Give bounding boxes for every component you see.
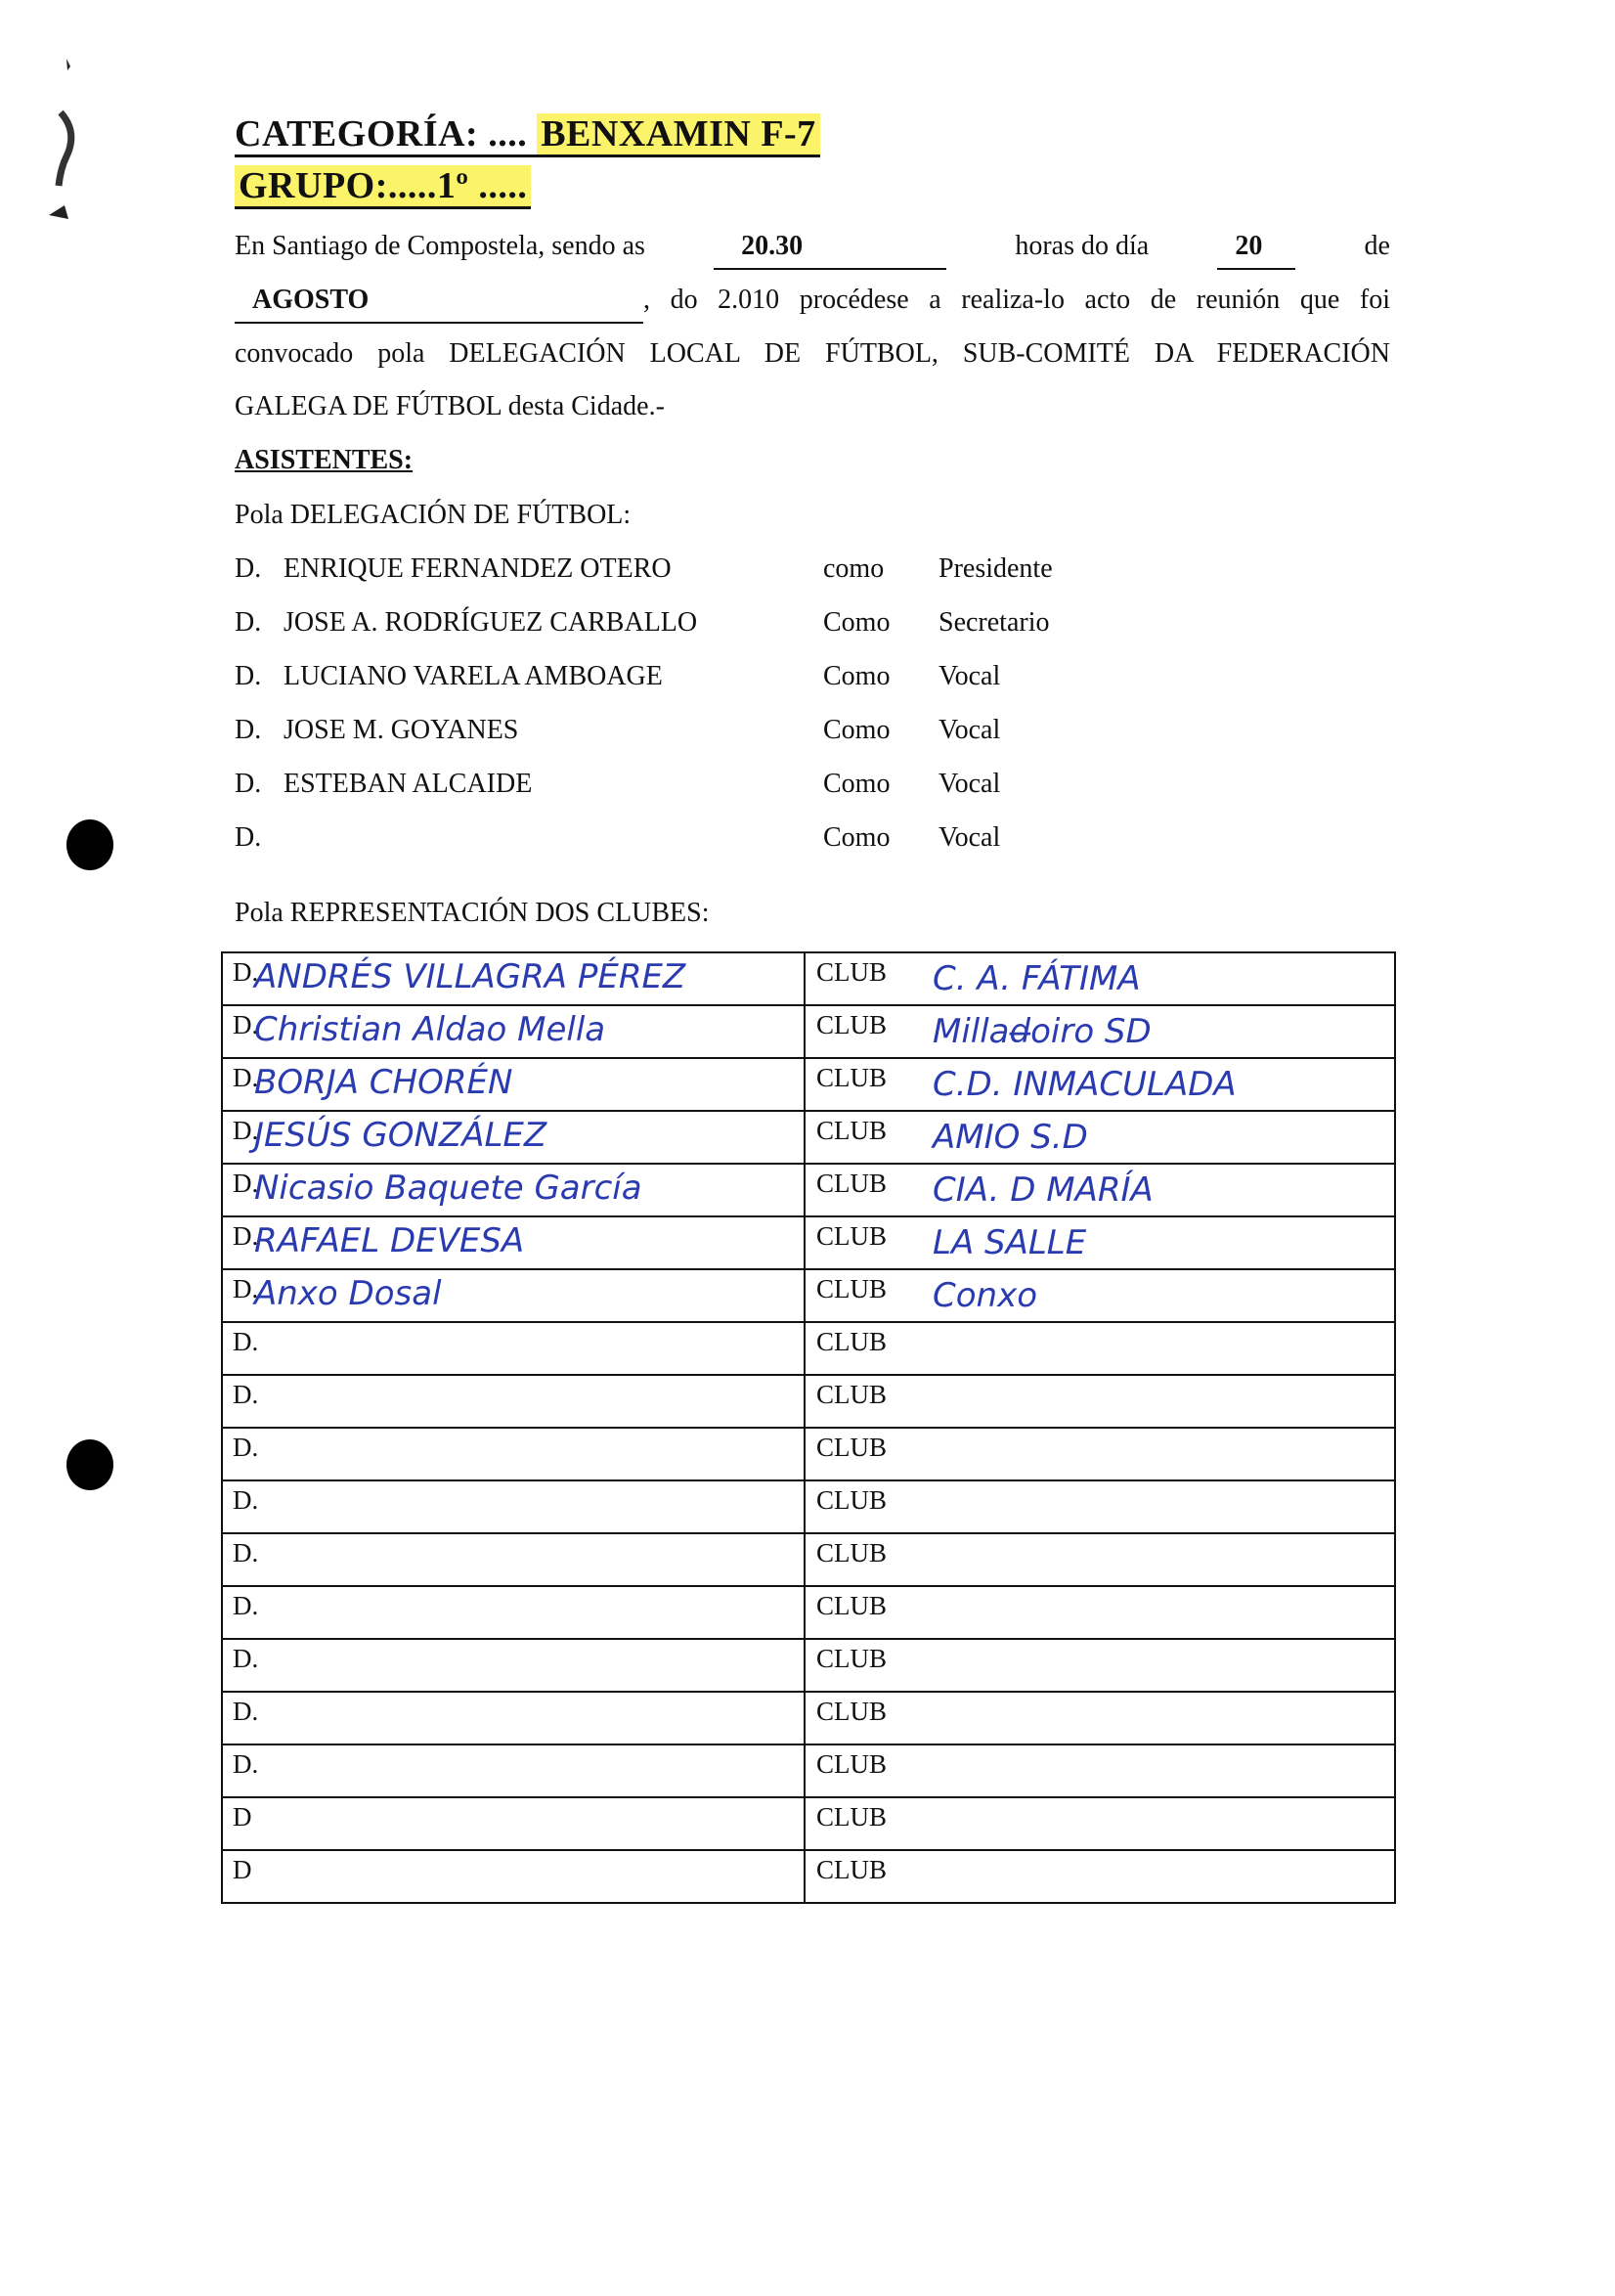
member-prefix: D. bbox=[235, 553, 262, 584]
grupo-line bbox=[235, 164, 531, 207]
club-cell bbox=[805, 952, 1395, 1005]
club-label: CLUB bbox=[816, 1010, 888, 1039]
club-row bbox=[222, 1586, 1395, 1639]
club-row bbox=[222, 952, 1395, 1005]
delegacion-member bbox=[235, 715, 1114, 754]
club-label: CLUB bbox=[816, 957, 888, 987]
representative-cell bbox=[222, 1692, 805, 1744]
intro-text-a: En Santiago de Compostela, sendo as bbox=[235, 231, 645, 261]
categoria-value: BENXAMIN F-7 bbox=[537, 113, 819, 155]
club-cell bbox=[805, 1322, 1395, 1375]
representative-prefix: D. bbox=[233, 1538, 259, 1567]
member-role: Vocal bbox=[938, 661, 1001, 691]
representative-prefix: D. bbox=[233, 1591, 259, 1620]
asistentes-heading: ASISTENTES: bbox=[235, 445, 414, 475]
club-row bbox=[222, 1692, 1395, 1744]
club-cell bbox=[805, 1480, 1395, 1533]
club-row bbox=[222, 1480, 1395, 1533]
member-como: Como bbox=[823, 661, 891, 691]
member-prefix: D. bbox=[235, 769, 262, 799]
club-label: CLUB bbox=[816, 1116, 888, 1145]
representative-cell bbox=[222, 1797, 805, 1850]
representative-cell bbox=[222, 1744, 805, 1797]
staple-mark bbox=[39, 54, 98, 230]
representative-cell bbox=[222, 1375, 805, 1428]
club-label: CLUB bbox=[816, 1591, 888, 1620]
representative-name-handwritten: BORJA CHORÉN bbox=[254, 1063, 513, 1102]
representative-cell bbox=[222, 1058, 805, 1111]
categoria-label: CATEGORÍA: .... bbox=[235, 113, 528, 155]
member-como: Como bbox=[823, 715, 891, 745]
club-name-handwritten: CIA. D MARÍA bbox=[933, 1170, 1154, 1210]
representative-prefix: D. bbox=[233, 1485, 259, 1515]
club-name-handwritten: AMIO S.D bbox=[933, 1118, 1088, 1157]
member-role: Secretario bbox=[938, 607, 1050, 638]
representative-prefix: D. bbox=[233, 1380, 259, 1409]
club-cell bbox=[805, 1586, 1395, 1639]
member-role: Vocal bbox=[938, 822, 1001, 853]
club-name-handwritten: C.D. INMACULADA bbox=[933, 1065, 1237, 1104]
member-name: ENRIQUE FERNANDEZ OTERO bbox=[284, 553, 672, 584]
member-prefix: D. bbox=[235, 715, 262, 745]
representative-name-handwritten: ANDRÉS VILLAGRA PÉREZ bbox=[254, 957, 686, 996]
delegacion-member bbox=[235, 553, 1114, 593]
club-cell bbox=[805, 1111, 1395, 1164]
intro-line-2 bbox=[235, 285, 1390, 324]
club-row bbox=[222, 1005, 1395, 1058]
representative-cell bbox=[222, 1269, 805, 1322]
club-row bbox=[222, 1111, 1395, 1164]
representative-prefix: D. bbox=[233, 1169, 259, 1198]
member-name: ESTEBAN ALCAIDE bbox=[284, 769, 533, 799]
representative-prefix: D. bbox=[233, 1116, 259, 1145]
punch-hole-top bbox=[66, 819, 113, 870]
club-name-handwritten: Conxo bbox=[933, 1276, 1038, 1315]
delegacion-member bbox=[235, 607, 1114, 646]
club-cell bbox=[805, 1533, 1395, 1586]
representative-prefix: D. bbox=[233, 1063, 259, 1092]
member-name: JOSE M. GOYANES bbox=[284, 715, 519, 745]
club-label: CLUB bbox=[816, 1697, 888, 1726]
club-label: CLUB bbox=[816, 1855, 888, 1884]
club-cell bbox=[805, 1005, 1395, 1058]
member-como: Como bbox=[823, 769, 891, 799]
club-row bbox=[222, 1850, 1395, 1903]
club-name-handwritten: C. A. FÁTIMA bbox=[933, 959, 1141, 998]
representative-prefix: D. bbox=[233, 1010, 259, 1039]
member-prefix: D. bbox=[235, 661, 262, 691]
representative-cell bbox=[222, 1533, 805, 1586]
delegacion-member bbox=[235, 769, 1114, 808]
club-label: CLUB bbox=[816, 1749, 888, 1779]
member-como: Como bbox=[823, 822, 891, 853]
representative-cell bbox=[222, 1586, 805, 1639]
member-role: Presidente bbox=[938, 553, 1053, 584]
club-name-handwritten: Millad̶oiro SD bbox=[933, 1012, 1152, 1051]
representative-name-handwritten: Anxo Dosal bbox=[254, 1274, 442, 1313]
club-row bbox=[222, 1533, 1395, 1586]
representative-cell bbox=[222, 952, 805, 1005]
club-row bbox=[222, 1322, 1395, 1375]
club-row bbox=[222, 1164, 1395, 1216]
club-label: CLUB bbox=[816, 1433, 888, 1462]
club-label: CLUB bbox=[816, 1644, 888, 1673]
member-prefix: D. bbox=[235, 607, 262, 638]
intro-line-1 bbox=[235, 231, 1390, 270]
club-cell bbox=[805, 1375, 1395, 1428]
representative-cell bbox=[222, 1005, 805, 1058]
member-como: Como bbox=[823, 607, 891, 638]
representative-cell bbox=[222, 1850, 805, 1903]
club-label: CLUB bbox=[816, 1327, 888, 1356]
representative-cell bbox=[222, 1111, 805, 1164]
representative-prefix: D. bbox=[233, 1274, 259, 1303]
club-row bbox=[222, 1058, 1395, 1111]
club-cell bbox=[805, 1269, 1395, 1322]
member-name: JOSE A. RODRÍGUEZ CARBALLO bbox=[284, 607, 698, 638]
club-cell bbox=[805, 1692, 1395, 1744]
club-label: CLUB bbox=[816, 1274, 888, 1303]
club-cell bbox=[805, 1428, 1395, 1480]
club-label: CLUB bbox=[816, 1221, 888, 1251]
club-cell bbox=[805, 1639, 1395, 1692]
representative-prefix: D bbox=[233, 1802, 252, 1832]
representative-cell bbox=[222, 1164, 805, 1216]
club-cell bbox=[805, 1058, 1395, 1111]
representative-prefix: D bbox=[233, 1855, 252, 1884]
representative-cell bbox=[222, 1216, 805, 1269]
representative-name-handwritten: Christian Aldao Mella bbox=[254, 1010, 606, 1049]
delegacion-member bbox=[235, 661, 1114, 700]
representative-prefix: D. bbox=[233, 1749, 259, 1779]
club-cell bbox=[805, 1797, 1395, 1850]
representative-cell bbox=[222, 1428, 805, 1480]
club-row bbox=[222, 1744, 1395, 1797]
intro-line-4: GALEGA DE FÚTBOL desta Cidade.- bbox=[235, 391, 665, 421]
clubs-heading: Pola REPRESENTACIÓN DOS CLUBES: bbox=[235, 898, 710, 928]
club-label: CLUB bbox=[816, 1169, 888, 1198]
day-value: 20 bbox=[1217, 231, 1295, 270]
representative-name-handwritten: Nicasio Baquete García bbox=[254, 1169, 642, 1208]
club-cell bbox=[805, 1850, 1395, 1903]
month-value: AGOSTO bbox=[235, 285, 643, 324]
intro-text-b: horas do día bbox=[1015, 231, 1150, 261]
club-label: CLUB bbox=[816, 1538, 888, 1567]
club-label: CLUB bbox=[816, 1802, 888, 1832]
club-name-handwritten: LA SALLE bbox=[933, 1223, 1087, 1262]
club-row bbox=[222, 1269, 1395, 1322]
categoria-line bbox=[235, 112, 820, 155]
club-cell bbox=[805, 1744, 1395, 1797]
representative-cell bbox=[222, 1639, 805, 1692]
member-como: como bbox=[823, 553, 885, 584]
delegacion-member bbox=[235, 822, 1114, 861]
member-role: Vocal bbox=[938, 715, 1001, 745]
member-name: LUCIANO VARELA AMBOAGE bbox=[284, 661, 663, 691]
member-role: Vocal bbox=[938, 769, 1001, 799]
grupo-value: 1º bbox=[436, 165, 469, 206]
member-prefix: D. bbox=[235, 822, 262, 853]
club-label: CLUB bbox=[816, 1380, 888, 1409]
representative-prefix: D. bbox=[233, 1433, 259, 1462]
club-cell bbox=[805, 1164, 1395, 1216]
intro-text-d: , do 2.010 procédese a realiza-lo acto de reunión que foi bbox=[643, 285, 1390, 315]
delegacion-heading: Pola DELEGACIÓN DE FÚTBOL: bbox=[235, 500, 632, 530]
representative-prefix: D. bbox=[233, 1644, 259, 1673]
club-row bbox=[222, 1797, 1395, 1850]
club-label: CLUB bbox=[816, 1485, 888, 1515]
club-label: CLUB bbox=[816, 1063, 888, 1092]
representative-prefix: D. bbox=[233, 957, 259, 987]
intro-text-c: de bbox=[1364, 231, 1390, 261]
representative-cell bbox=[222, 1480, 805, 1533]
representative-name-handwritten: RAFAEL DEVESA bbox=[254, 1221, 525, 1260]
representative-name-handwritten: JESÚS GONZÁLEZ bbox=[254, 1116, 547, 1155]
representative-cell bbox=[222, 1322, 805, 1375]
punch-hole-bottom bbox=[66, 1439, 113, 1490]
hour-value: 20.30 bbox=[714, 231, 946, 270]
club-row bbox=[222, 1375, 1395, 1428]
club-row bbox=[222, 1216, 1395, 1269]
club-row bbox=[222, 1428, 1395, 1480]
representative-prefix: D. bbox=[233, 1327, 259, 1356]
grupo-label: GRUPO:..... bbox=[239, 165, 437, 206]
representative-prefix: D. bbox=[233, 1221, 259, 1251]
club-row bbox=[222, 1639, 1395, 1692]
clubs-table bbox=[221, 951, 1396, 1904]
representative-prefix: D. bbox=[233, 1697, 259, 1726]
club-cell bbox=[805, 1216, 1395, 1269]
intro-line-3: convocado pola DELEGACIÓN LOCAL DE FÚTBOL, SUB-COMITÉ DA FEDERACIÓN bbox=[235, 338, 1390, 369]
grupo-dots: ..... bbox=[478, 165, 528, 206]
